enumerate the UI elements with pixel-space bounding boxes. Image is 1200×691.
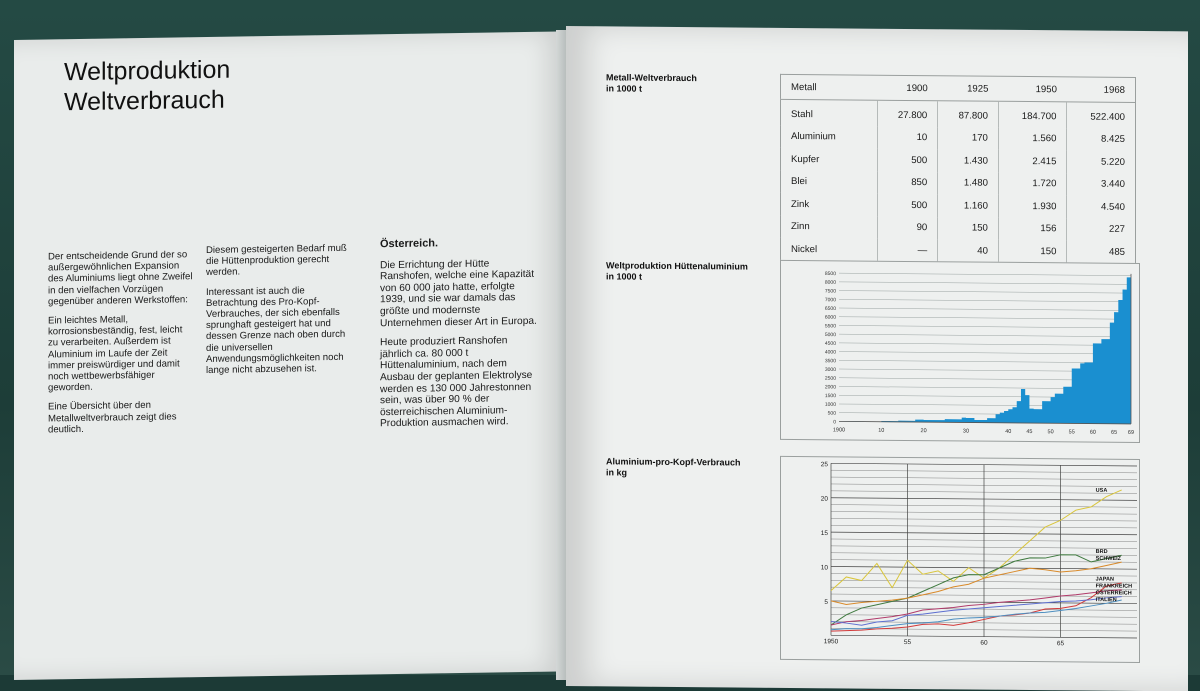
text-column-1 [48, 249, 194, 443]
table-row [781, 125, 1136, 151]
value-cell: 1.720 [998, 172, 1067, 195]
y-tick-label: 1500 [824, 393, 836, 400]
text-column-2 [206, 243, 356, 385]
value-cell: 227 [1067, 218, 1136, 241]
metal-name-cell: Nickel [791, 243, 818, 255]
value-cell: 2.415 [998, 150, 1067, 173]
value-cell: 170 [938, 127, 999, 150]
gridline [839, 352, 1131, 355]
value-cell: 184.700 [998, 101, 1067, 128]
value-cell: 150 [998, 240, 1067, 264]
value-cell: 90 [877, 216, 938, 239]
right-page [566, 26, 1188, 691]
table-label-line-1: Metall-Weltverbrauch [606, 72, 697, 84]
y-tick-label: 8500 [824, 271, 836, 278]
value-cell: 5.220 [1067, 150, 1136, 173]
left-page [14, 31, 566, 680]
table-label-line-2: in 1000 t [606, 83, 643, 94]
column-header: 1925 [938, 76, 999, 102]
y-tick-label: 3500 [824, 358, 836, 365]
x-tick-label: 55 [903, 638, 912, 647]
y-tick-label: 5 [824, 598, 828, 606]
table-header-row [781, 74, 1136, 102]
table-row [781, 148, 1136, 174]
value-cell: 4.540 [1067, 195, 1136, 218]
gridline [839, 282, 1131, 285]
x-tick-label: 45 [1026, 429, 1033, 436]
value-cell: 1.480 [938, 172, 999, 195]
table-label [606, 72, 697, 95]
x-tick-label: 10 [878, 427, 885, 434]
gridline [839, 308, 1131, 311]
value-cell: 1.560 [998, 127, 1067, 150]
gridline [839, 317, 1131, 320]
value-cell: 1.430 [938, 149, 999, 172]
x-tick-label: 55 [1068, 429, 1075, 436]
series-label: SCHWEIZ [1095, 555, 1122, 563]
value-cell: 27.800 [877, 100, 938, 127]
column-header: 1950 [998, 76, 1067, 102]
x-tick-label: 20 [920, 428, 927, 435]
metal-name-cell: Kupfer [791, 153, 820, 165]
per-capita-chart-svg [781, 457, 1139, 662]
value-cell: 40 [938, 239, 999, 263]
y-tick-label: 3000 [824, 366, 836, 374]
value-cell: 850 [877, 171, 938, 194]
y-tick-label: 4000 [824, 349, 836, 356]
chart1-title: Weltproduktion Hüttenaluminium [606, 260, 748, 272]
y-tick-label: 0 [833, 419, 836, 426]
value-cell: — [877, 239, 938, 263]
series-label: ITALIEN [1095, 597, 1117, 604]
series-label: BRD [1095, 548, 1108, 556]
x-tick-label: 40 [1005, 428, 1012, 435]
per-capita-chart [780, 456, 1140, 663]
y-tick-label: 2500 [824, 375, 836, 382]
production-chart [780, 260, 1140, 443]
y-tick-label: 7500 [824, 288, 836, 295]
value-cell: 156 [998, 217, 1067, 240]
x-tick-label: 65 [1056, 640, 1065, 648]
paragraph: Ein leichtes Metall, korrosionsbeständig, fest, leicht zu verarbeiten. Außerdem ist Aluminium im Laufe der Zeit immer preiswürdiger und damit noch wettbewerbsfähiger geworden. [48, 314, 183, 394]
value-cell: 8.425 [1067, 128, 1136, 151]
gridline [839, 273, 1131, 276]
series-line-österreich [831, 594, 1122, 627]
metal-name-cell: Zink [791, 198, 810, 210]
metal-consumption-table [780, 74, 1136, 265]
y-tick-label: 10 [820, 564, 828, 572]
x-tick-label: 65 [1111, 429, 1118, 436]
value-cell: 87.800 [938, 101, 999, 128]
value-cell: 150 [938, 217, 999, 240]
y-tick-label: 20 [820, 495, 828, 503]
paragraph: Der entscheidende Grund der so außergewöhnlichen Expansion des Aluminiums liegt ohne Zweifel in den vielfachen Vorzügen gegenüber anderen Werkstoffen: [48, 249, 193, 308]
paragraph: Diesem gesteigerten Bedarf muß die Hüttenproduktion gerecht werden. [206, 242, 347, 279]
series-label: USA [1095, 487, 1108, 494]
column-header: 1968 [1067, 77, 1136, 103]
y-tick-label: 6500 [824, 305, 836, 312]
y-tick-label: 6000 [824, 314, 836, 321]
table-row [781, 215, 1136, 241]
y-tick-label: 500 [827, 410, 836, 417]
chart2-subtitle: in kg [606, 467, 628, 478]
column-header: Metall [781, 74, 878, 100]
title-line-1: Weltproduktion [64, 55, 231, 87]
y-tick-label: 25 [820, 461, 828, 469]
series-label: FRANKREICH [1095, 583, 1133, 590]
production-chart-svg [781, 261, 1139, 442]
paragraph: Eine Übersicht über den Metallweltverbrauch zeigt dies deutlich. [48, 400, 177, 436]
value-cell: 10 [877, 126, 938, 149]
chart2-title: Aluminium-pro-Kopf-Verbrauch [606, 456, 741, 468]
value-cell: 500 [877, 149, 938, 172]
table-row [781, 99, 1136, 128]
x-tick-label: 60 [980, 639, 988, 647]
y-tick-label: 5500 [824, 323, 836, 330]
y-tick-label: 1000 [824, 401, 836, 408]
x-tick-label: 69 [1127, 429, 1135, 436]
gridline [839, 325, 1131, 328]
value-cell: 1.160 [938, 194, 999, 217]
x-tick-label: 1900 [832, 427, 846, 434]
chart1-label [606, 260, 748, 283]
y-tick-label: 4500 [824, 340, 836, 347]
paragraph: Heute produziert Ranshofen jährlich ca. 80 000 t Hüttenaluminium, nach dem Ausbau der geplanten Elektrolyse werden es 130 000 Jahrestonnen sein, was über 90 % der österreichischen Aluminium-Produktion ausmachen wird. [380, 335, 533, 430]
value-cell: 522.400 [1067, 102, 1136, 129]
gridline [839, 291, 1131, 294]
value-cell: 500 [877, 194, 938, 217]
x-tick-label: 50 [1047, 429, 1054, 436]
y-tick-label: 2000 [824, 384, 836, 391]
series-label: JAPAN [1095, 576, 1114, 583]
text-column-3 [380, 237, 540, 438]
y-tick-label: 15 [820, 530, 828, 538]
paragraph: Die Errichtung der Hütte Ranshofen, welche eine Kapazität von 60 000 jato hatte, erfolgte 1939, und sie war damals das größte und modernste Unternehmen dieser Art in Europa. [380, 258, 537, 329]
y-tick-label: 7000 [824, 297, 836, 304]
gridline [839, 343, 1131, 346]
chart2-label [606, 456, 741, 479]
production-area [839, 271, 1131, 424]
value-cell: 485 [1067, 240, 1136, 264]
metal-name-cell: Zinn [791, 221, 810, 233]
page-title [64, 55, 230, 118]
value-cell: 3.440 [1067, 173, 1136, 196]
title-line-2: Weltverbrauch [64, 85, 225, 117]
section-heading: Österreich. [380, 237, 439, 251]
column-header: 1900 [877, 75, 938, 101]
metal-name-cell: Stahl [791, 108, 813, 120]
y-tick-label: 5000 [824, 332, 836, 339]
x-tick-label: 30 [962, 428, 970, 435]
value-cell: 1.930 [998, 195, 1067, 218]
table-row [781, 193, 1136, 219]
x-tick-label: 1950 [823, 638, 839, 646]
table-row [781, 170, 1136, 196]
paragraph: Interessant ist auch die Betrachtung des Pro-Kopf-Verbrauches, der sich ebenfalls sprunghaft gesteigert hat und dessen Grenze nach oben durch die universellen Anwendungsmöglichkeiten noch lange nicht abzusehen ist. [206, 285, 346, 377]
x-tick-label: 60 [1089, 429, 1096, 436]
series-label: ÖSTERREICH [1095, 590, 1132, 597]
chart1-subtitle: in 1000 t [606, 271, 643, 282]
y-tick-label: 8000 [824, 279, 836, 286]
gridline [839, 299, 1131, 302]
series-line-brd [831, 553, 1122, 628]
metal-name-cell: Blei [791, 176, 807, 188]
gridline [839, 334, 1131, 337]
metal-name-cell: Aluminium [791, 131, 836, 143]
